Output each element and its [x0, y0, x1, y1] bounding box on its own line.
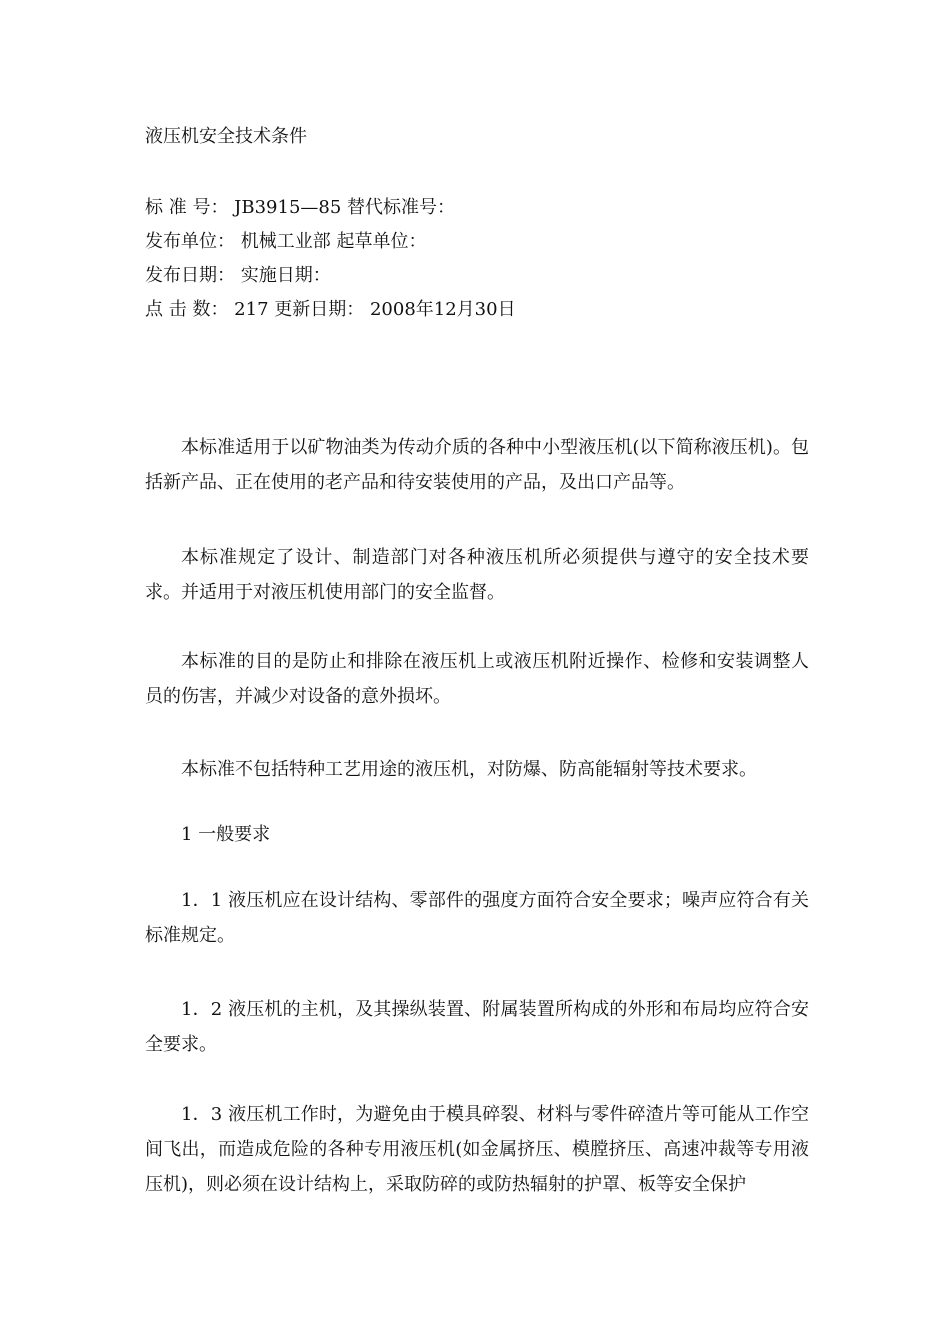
clause-1-3: 1．3 液压机工作时，为避免由于模具碎裂、材料与零件碎渣片等可能从工作空间飞出，而造成危险的各种专用液压机(如金属挤压、模膛挤压、高速冲裁等专用液压机)，则必须在设计结构上，采取防碎的或防热辐射的护罩、板等安全保护	[145, 1104, 809, 1195]
clause-1-1: 1．1 液压机应在设计结构、零部件的强度方面符合安全要求；噪声应符合有关标准规定。	[145, 890, 809, 946]
meta-publish-date: 发布日期： 实施日期：	[145, 265, 331, 286]
document-title: 液压机安全技术条件	[145, 126, 307, 147]
paragraph-purpose: 本标准的目的是防止和排除在液压机上或液压机附近操作、检修和安装调整人员的伤害，并减少对设备的意外损坏。	[145, 651, 809, 707]
section-heading: 1 一般要求	[181, 824, 271, 845]
meta-publisher: 发布单位： 机械工业部 起草单位：	[145, 231, 427, 252]
clause-1-2: 1．2 液压机的主机，及其操纵装置、附属装置所构成的外形和布局均应符合安全要求。	[145, 999, 809, 1055]
meta-clicks-updated: 点 击 数： 217 更新日期： 2008年12月30日	[145, 299, 516, 320]
meta-standard-number: 标 准 号： JB3915—85 替代标准号：	[145, 197, 456, 218]
paragraph-requirements: 本标准规定了设计、制造部门对各种液压机所必须提供与遵守的安全技术要求。并适用于对液压机使用部门的安全监督。	[145, 547, 809, 603]
paragraph-scope: 本标准适用于以矿物油类为传动介质的各种中小型液压机(以下简称液压机)。包括新产品、正在使用的老产品和待安装使用的产品，及出口产品等。	[145, 437, 809, 493]
paragraph-exclusions: 本标准不包括特种工艺用途的液压机，对防爆、防高能辐射等技术要求。	[181, 759, 757, 780]
